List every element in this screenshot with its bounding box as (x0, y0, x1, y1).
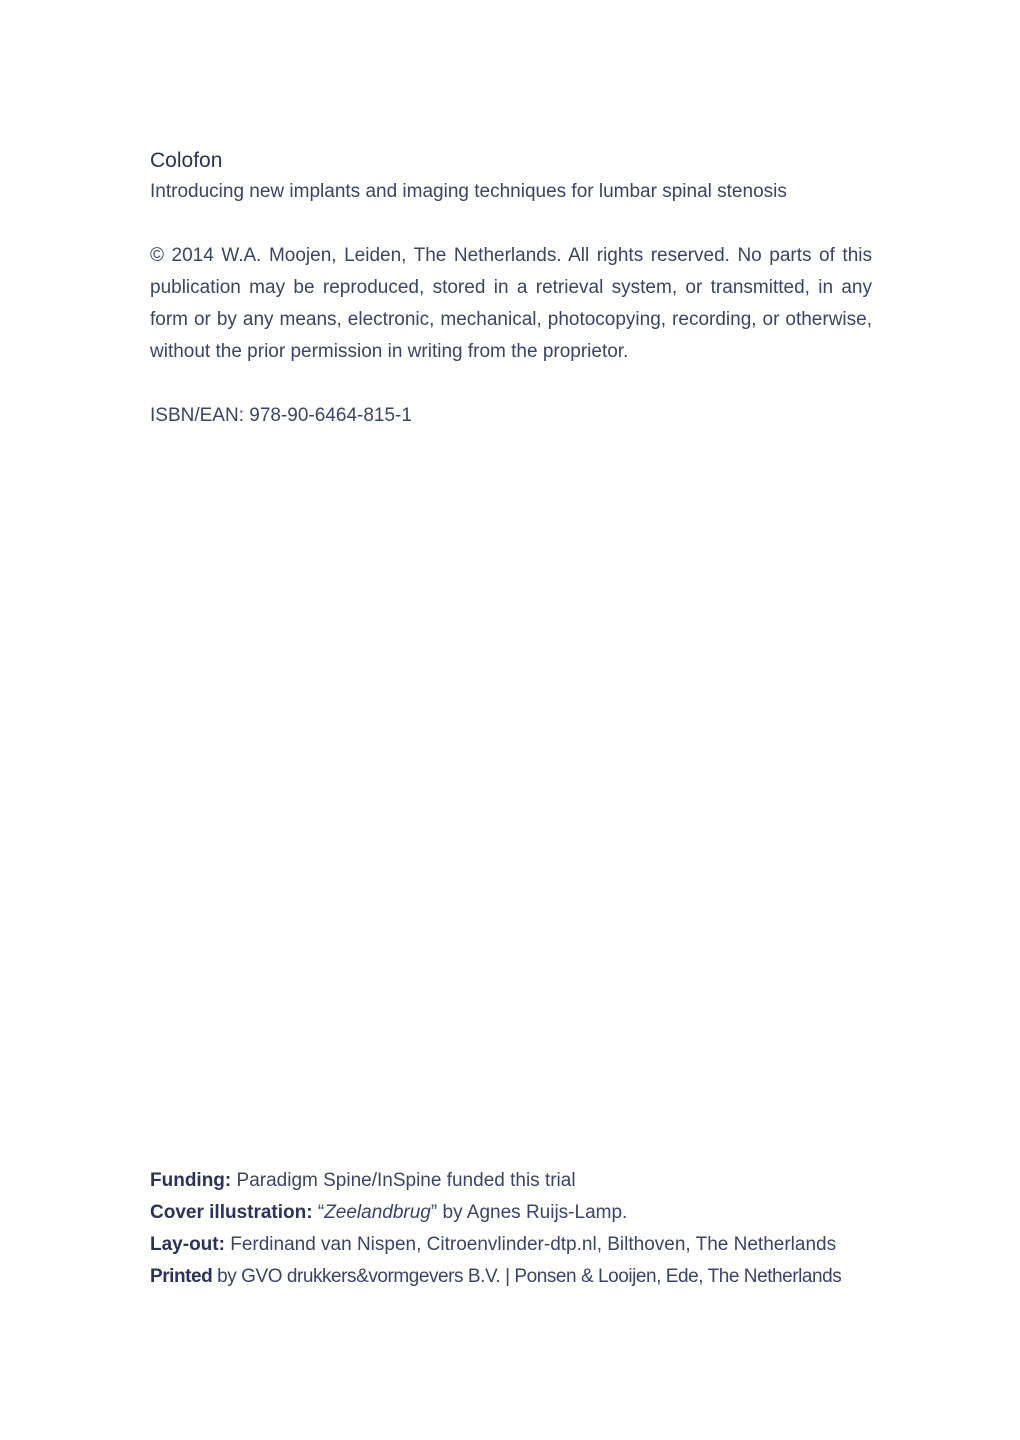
page-title: Colofon (150, 149, 223, 172)
cover-illustration-label: Cover illustration: (150, 1202, 313, 1223)
isbn-number: ISBN/EAN: 978-90-6464-815-1 (150, 405, 412, 426)
copyright-notice: © 2014 W.A. Moojen, Leiden, The Netherlands. All rights reserved. No parts of this publication may be reproduced, stored in a retrieval system, or transmitted, in any form or by any means, electronic, mechanical, photocopying, recording, or otherwise, without the prior permission in writing from the proprietor. (150, 245, 872, 362)
funding-text: Paradigm Spine/InSpine funded this trial (231, 1170, 576, 1191)
layout-label: Lay-out: (150, 1234, 225, 1255)
printed-text: by GVO drukkers&vormgevers B.V. | Ponsen & Looijen, Ede, The Netherlands (212, 1266, 842, 1287)
cover-illustration-credit (150, 1197, 890, 1229)
funding-credit (150, 1165, 890, 1197)
book-subtitle: Introducing new implants and imaging techniques for lumbar spinal stenosis (150, 181, 787, 202)
layout-text: Ferdinand van Nispen, Citroenvlinder-dtp.nl, Bilthoven, The Netherlands (224, 1234, 837, 1255)
cover-illustration-artist: ” by Agnes Ruijs-Lamp. (430, 1202, 628, 1223)
cover-illustration-title: Zeelandbrug (324, 1202, 431, 1223)
printed-credit (150, 1261, 890, 1293)
cover-quote-open: “ (312, 1202, 325, 1223)
printed-label: Printed (150, 1266, 213, 1287)
funding-label: Funding: (150, 1170, 232, 1191)
colofon-section (150, 146, 872, 432)
credits-section (150, 1165, 890, 1293)
layout-credit (150, 1229, 890, 1261)
